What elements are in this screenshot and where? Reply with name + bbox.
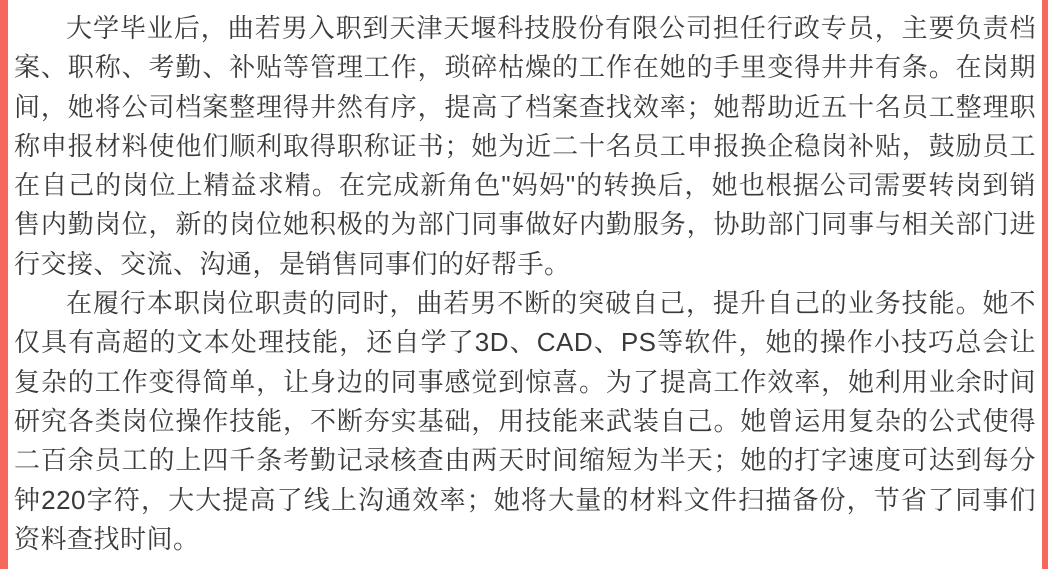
paragraph-skills: 在履行本职岗位职责的同时，曲若男不断的突破自己，提升自己的业务技能。她不仅具有高超的文本处理技能，还自学了3D、CAD、PS等软件，她的操作小技巧总会让复杂的工作变得简单，让身边的同事感觉到惊喜。为了提高工作效率，她利用业余时间研究各类岗位操作技能，不断夯实基础，用技能来武装自己。她曾运用复杂的公式使得二百余员工的上四千条考勤记录核查由两天时间缩短为半天；她的打字速度可达到每分钟220字符，大大提高了线上沟通效率；她将大量的材料文件扫描备份，节省了同事们资料查找时间。: [14, 288, 1036, 554]
paragraph-work-history: 大学毕业后，曲若男入职到天津天堰科技股份有限公司担任行政专员，主要负责档案、职称、考勤、补贴等管理工作，琐碎枯燥的工作在她的手里变得井井有条。在岗期间，她将公司档案整理得井然有序，提高了档案查找效率；她帮助近五十名员工整理职称申报材料使他们顺利取得职称证书；她为近二十名员工申报换企稳岗补贴，鼓励员工在自己的岗位上精益求精。在完成新角色"妈妈"的转换后，她也根据公司需要转岗到销售内勤岗位，新的岗位她积极的为部门同事做好内勤服务，协助部门同事与相关部门进行交接、交流、沟通，是销售同事们的好帮手。: [14, 13, 1036, 279]
